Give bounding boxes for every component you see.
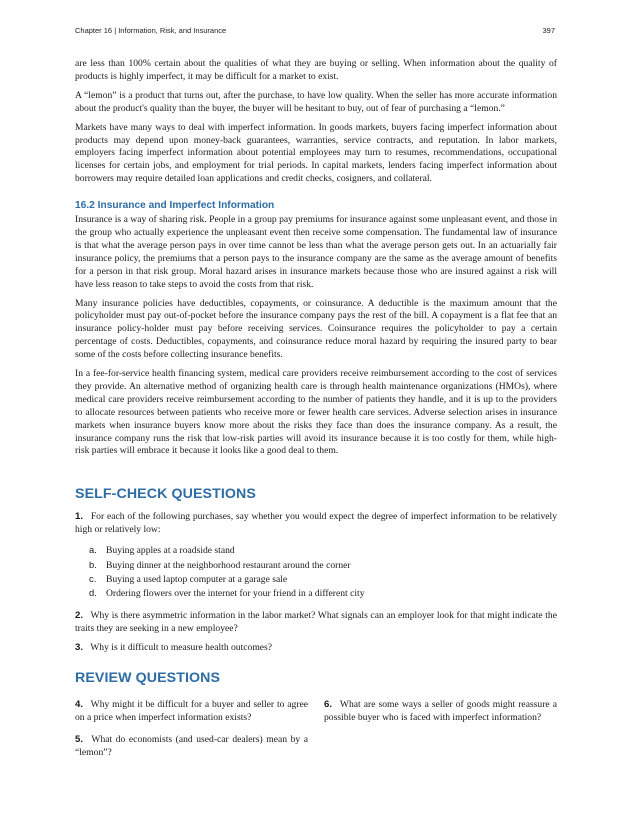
review-heading: REVIEW QUESTIONS [75, 670, 221, 687]
question-number: 3. [75, 641, 84, 653]
question-number: 6. [324, 699, 333, 711]
item-text: Buying apples at a roadside stand [106, 545, 235, 557]
question-1 [75, 511, 557, 537]
question-text: For each of the following purchases, say whether you would expect the degree of imperfect information to be relatively high or relatively low: [75, 511, 557, 536]
review-column-right [324, 699, 557, 769]
item-letter: b. [89, 558, 97, 570]
list-item [89, 558, 557, 572]
item-text: Ordering flowers over the internet for your friend in a different city [106, 588, 365, 600]
list-item [89, 586, 557, 600]
question-text: What are some ways a seller of goods might reassure a possible buyer who is faced with imperfect information? [324, 699, 557, 724]
question-number: 4. [75, 699, 84, 711]
item-letter: d. [89, 587, 97, 599]
question-text: Why is it difficult to measure health outcomes? [90, 641, 273, 653]
question-4 [75, 699, 308, 725]
item-text: Buying dinner at the neighborhood restaurant around the corner [106, 559, 351, 571]
section-title: 16.2 Insurance and Imperfect Information [75, 200, 275, 212]
paragraph-continued: are less than 100% certain about the qualities of what they are buying or selling. When information about the quality of products is highly imperfect, it may be difficult for a market to exist. [75, 58, 557, 82]
item-letter: a. [89, 544, 97, 556]
page-content [75, 58, 557, 769]
running-header [75, 26, 555, 38]
question-5 [75, 734, 308, 760]
paragraph-insurance: Insurance is a way of sharing risk. People in a group pay premiums for insurance against some unpleasant event, and those in the group who actually experience the unpleasant event then receive some compensation. The fundamental law of insurance is that what the average person pays in over time cannot be less than what the average person gets out. In an actuarially fair insurance policy, the premiums that a person pays to the insurance company are the same as the average amount of benefits for a person in that risk group. Moral hazard arises in insurance markets because those who are insured against a risk will have less reason to take steps to avoid the costs from that risk. [75, 214, 557, 290]
question-text: What do economists (and used-car dealers) mean by a “lemon”? [75, 734, 309, 759]
paragraph-deductibles: Many insurance policies have deductibles, copayments, or coinsurance. A deductible is the maximum amount that the policyholder must pay out-of-pocket before the insurance company pays the rest of the bill. A copayment is a flat fee that an insurance policy-holder must pay before receiving services. Coinsurance requires the policyholder to pay a certain percentage of costs. Deductibles, copayments, and coinsurance reduce moral hazard by requiring the insured party to bear some of the costs before collecting insurance benefits. [75, 297, 557, 361]
paragraph-lemon: A “lemon” is a product that turns out, after the purchase, to have low quality. When the seller has more accurate information about the product's quality than the buyer, the buyer will be hesitant to buy, out of fear of purchasing a “lemon.” [75, 89, 557, 114]
self-check-heading: SELF-CHECK QUESTIONS [75, 486, 256, 503]
question-3 [75, 642, 557, 655]
review-columns [75, 699, 557, 769]
page-number: 397 [542, 26, 555, 35]
list-item [89, 572, 557, 586]
chapter-title: Chapter 16 | Information, Risk, and Insurance [75, 26, 227, 35]
review-column-left [75, 699, 308, 769]
question-1-options [75, 543, 557, 601]
question-2 [75, 610, 557, 636]
question-6 [324, 699, 557, 725]
question-text: Why is there asymmetric information in the labor market? What signals can an employer look for that might indicate the traits they are seeking in a new employee? [75, 609, 557, 634]
paragraph-markets: Markets have many ways to deal with imperfect information. In goods markets, buyers facing imperfect information about products may depend upon money-back guarantees, warranties, service contracts, and reputation. In labor markets, employers facing imperfect information about potential employees may turn to resumes, recommendations, occupational licenses for certain jobs, and employment for trial periods. In capital markets, lenders facing imperfect information about borrowers may require detailed loan applications and credit checks, cosigners, and collateral. [75, 121, 557, 185]
list-item [89, 543, 557, 557]
question-number: 5. [75, 734, 84, 746]
item-letter: c. [89, 572, 97, 584]
question-number: 1. [75, 511, 84, 523]
item-text: Buying a used laptop computer at a garage sale [106, 573, 288, 585]
question-text: Why might it be difficult for a buyer and seller to agree on a price when imperfect information exists? [75, 699, 308, 724]
paragraph-fee-for-service: In a fee-for-service health financing system, medical care providers receive reimbursement according to the cost of services they provide. An alternative method of organizing health care is through health maintenance organizations (HMOs), where medical care providers receive reimbursement according to the number of patients they handle, and it is up to the providers to allocate resources between patients who receive more or fewer health care services. Adverse selection arises in insurance markets when insurance buyers know more about the risks they face than does the insurance company. As a result, the insurance company runs the risk that low-risk parties will avoid its insurance because it is too costly for them, while high-risk parties will embrace it because it looks like a good deal to them. [75, 368, 557, 457]
question-number: 2. [75, 609, 84, 621]
